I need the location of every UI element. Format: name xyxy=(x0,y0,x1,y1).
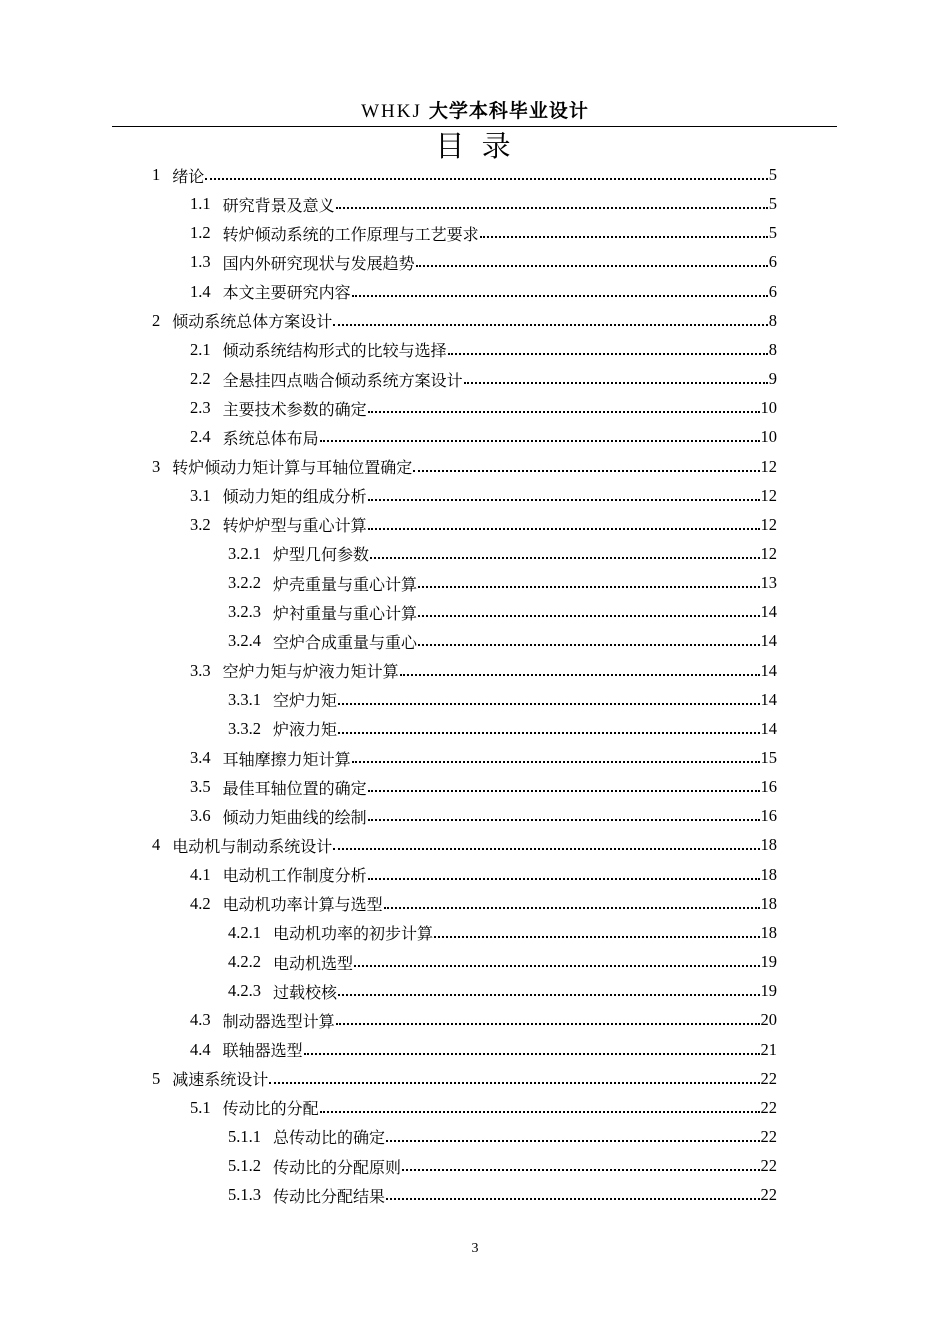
toc-entry[interactable] xyxy=(190,1094,777,1122)
toc-entry-page: 14 xyxy=(760,689,777,709)
dot-leader xyxy=(320,440,760,442)
toc-entry-title: 电动机工作制度分析 xyxy=(222,866,367,886)
toc-entry-number: 4 xyxy=(152,835,161,855)
dot-leader xyxy=(386,1198,759,1200)
toc-entry-title: 炉液力矩 xyxy=(273,720,338,740)
toc-entry-title: 倾动力矩曲线的绘制 xyxy=(222,807,367,827)
toc-entry[interactable] xyxy=(190,861,777,889)
toc-entry-title: 电动机与制动系统设计 xyxy=(172,836,333,856)
dot-leader xyxy=(418,586,759,588)
toc-entry-page: 12 xyxy=(760,485,777,505)
dot-leader xyxy=(368,528,760,530)
toc-entry[interactable] xyxy=(190,773,777,801)
toc-entry[interactable] xyxy=(228,540,777,568)
dot-leader xyxy=(400,674,760,676)
toc-entry-page: 19 xyxy=(760,981,777,1001)
toc-entry-number: 1.2 xyxy=(190,223,211,243)
dot-leader xyxy=(386,1140,759,1142)
toc-entry-title: 制动器选型计算 xyxy=(222,1011,335,1031)
toc-entry-title: 转炉炉型与重心计算 xyxy=(222,516,367,536)
toc-entry-title: 传动比的分配原则 xyxy=(273,1157,402,1177)
toc-entry-title: 转炉倾动系统的工作原理与工艺要求 xyxy=(222,224,479,244)
toc-entry-title: 本文主要研究内容 xyxy=(222,283,351,303)
toc-entry-page: 18 xyxy=(760,893,777,913)
toc-entry[interactable] xyxy=(190,1036,777,1064)
toc-entry-page: 10 xyxy=(760,398,777,418)
dot-leader xyxy=(304,1053,760,1055)
toc-entry-number: 4.2.1 xyxy=(228,922,261,942)
dot-leader xyxy=(370,557,759,559)
toc-entry-number: 4.2 xyxy=(190,893,211,913)
toc-entry-title: 国内外研究现状与发展趋势 xyxy=(222,253,415,273)
toc-entry-number: 5.1.2 xyxy=(228,1156,261,1176)
toc-entry-number: 5.1.1 xyxy=(228,1126,261,1146)
dot-leader xyxy=(480,236,768,238)
dot-leader xyxy=(368,819,760,821)
toc-entry-number: 3.4 xyxy=(190,748,211,767)
toc-entry-title: 倾动力矩的组成分析 xyxy=(222,487,367,507)
toc-entry[interactable] xyxy=(152,161,777,189)
toc-entry[interactable] xyxy=(228,569,777,597)
dot-leader xyxy=(269,1082,759,1084)
toc-entry-number: 3.2.2 xyxy=(228,573,261,593)
toc-entry-number: 3.2.3 xyxy=(228,602,261,622)
toc-entry-number: 1.4 xyxy=(190,281,211,301)
toc-title: 目 录 xyxy=(435,129,515,163)
toc-entry-title: 空炉力矩 xyxy=(273,691,338,711)
toc-entry-title: 倾动系统总体方案设计 xyxy=(172,312,333,332)
toc-entry[interactable] xyxy=(228,1123,777,1151)
toc-entry[interactable] xyxy=(228,1181,777,1209)
toc-entry-page: 14 xyxy=(760,718,777,738)
page-header xyxy=(0,96,950,123)
dot-leader xyxy=(336,1023,760,1025)
toc-entry[interactable] xyxy=(190,394,777,422)
toc-entry-page: 14 xyxy=(760,631,777,651)
toc-entry-page: 20 xyxy=(760,1010,777,1030)
toc-entry-page: 8 xyxy=(768,310,777,330)
toc-entry-page: 10 xyxy=(760,427,777,447)
toc-entry-number: 3.2 xyxy=(190,514,211,534)
toc-entry-number: 4.4 xyxy=(190,1039,211,1059)
toc-entry[interactable] xyxy=(190,219,777,247)
toc-entry-number: 3.2.4 xyxy=(228,631,261,651)
toc-entry-page: 22 xyxy=(760,1097,777,1117)
toc-entry-number: 3.3.1 xyxy=(228,689,261,709)
toc-entry[interactable] xyxy=(190,1006,777,1034)
toc-entry[interactable] xyxy=(190,657,777,685)
toc-entry-number: 1.1 xyxy=(190,194,211,214)
dot-leader xyxy=(384,907,760,909)
header-latin: WHKJ xyxy=(361,101,422,122)
toc-entry-page: 22 xyxy=(760,1156,777,1176)
toc-entry-page: 18 xyxy=(760,922,777,942)
toc-entry[interactable] xyxy=(190,890,777,918)
toc-entry-title: 减速系统设计 xyxy=(172,1070,269,1090)
toc-entry[interactable] xyxy=(228,977,777,1005)
dot-leader xyxy=(413,470,759,472)
toc-entry-page: 16 xyxy=(760,777,777,797)
toc-entry[interactable] xyxy=(228,948,777,976)
toc-entry-page: 22 xyxy=(760,1068,777,1088)
toc-entry[interactable] xyxy=(190,336,777,364)
dot-leader xyxy=(448,353,768,355)
toc-entry-number: 4.2.2 xyxy=(228,952,261,972)
toc-entry[interactable] xyxy=(190,802,777,830)
dot-leader xyxy=(418,644,759,646)
toc-entry-title: 转炉倾动力矩计算与耳轴位置确定 xyxy=(172,458,413,477)
toc-entry[interactable] xyxy=(190,248,777,276)
toc-entry-page: 5 xyxy=(768,194,777,214)
toc-entry-page: 14 xyxy=(760,602,777,622)
toc-entry-page: 5 xyxy=(768,165,777,184)
toc-entry-number: 3 xyxy=(152,456,161,476)
page-number: 3 xyxy=(471,1241,479,1256)
toc-entry-title: 电动机选型 xyxy=(273,953,354,973)
toc-entry-number: 4.1 xyxy=(190,864,211,884)
dot-leader xyxy=(354,965,759,967)
toc-entry-page: 12 xyxy=(760,456,777,476)
toc-entry[interactable] xyxy=(152,831,777,859)
toc-entry-title: 传动比分配结果 xyxy=(273,1186,386,1206)
toc-entry-number: 1.3 xyxy=(190,252,211,272)
toc-entry[interactable] xyxy=(228,627,777,655)
toc-entry[interactable] xyxy=(152,453,777,481)
dot-leader xyxy=(338,994,759,996)
toc-entry[interactable] xyxy=(228,598,777,626)
toc-entry-page: 16 xyxy=(760,806,777,826)
toc-entry[interactable] xyxy=(228,1152,777,1180)
dot-leader xyxy=(320,1111,760,1113)
toc-entry-page: 18 xyxy=(760,835,777,855)
toc-entry-number: 2.3 xyxy=(190,398,211,418)
toc-entry-page: 19 xyxy=(760,952,777,972)
toc-entry-title: 绪论 xyxy=(172,166,205,186)
toc-entry-title: 联轴器选型 xyxy=(222,1041,303,1060)
toc-entry[interactable] xyxy=(190,511,777,539)
dot-leader xyxy=(368,499,760,501)
toc-entry-page: 22 xyxy=(760,1185,777,1205)
dot-leader xyxy=(338,732,759,734)
toc-entry-number: 1 xyxy=(152,165,161,184)
toc-entry-number: 3.5 xyxy=(190,777,211,797)
toc-entry-title: 电动机功率计算与选型 xyxy=(222,895,383,915)
toc-entry-number: 3.6 xyxy=(190,806,211,826)
toc-entry[interactable] xyxy=(228,715,777,743)
toc-entry[interactable] xyxy=(190,482,777,510)
toc-entry-page: 9 xyxy=(768,369,777,389)
dot-leader xyxy=(338,703,759,705)
toc-entry-title: 空炉合成重量与重心 xyxy=(273,632,418,652)
toc-entry-page: 14 xyxy=(760,660,777,680)
dot-leader xyxy=(333,848,759,850)
toc-entry-title: 系统总体布局 xyxy=(222,428,319,448)
toc-entry-number: 4.3 xyxy=(190,1010,211,1030)
toc-entry[interactable] xyxy=(190,365,777,393)
dot-leader xyxy=(352,761,760,763)
toc-entry-page: 12 xyxy=(760,543,777,563)
toc-entry-title: 耳轴摩擦力矩计算 xyxy=(222,749,351,769)
toc-entry-title: 炉型几何参数 xyxy=(273,545,370,565)
dot-leader xyxy=(336,207,768,209)
toc-entry-number: 3.3 xyxy=(190,660,211,680)
toc-entry-number: 2.4 xyxy=(190,427,211,447)
dot-leader xyxy=(402,1169,759,1171)
toc-entry-page: 6 xyxy=(768,281,777,301)
toc-entry-number: 4.2.3 xyxy=(228,981,261,1001)
toc-entry-number: 3.1 xyxy=(190,485,211,505)
toc-entry-title: 总传动比的确定 xyxy=(273,1128,386,1148)
dot-leader xyxy=(368,411,760,413)
toc-entry-title: 最佳耳轴位置的确定 xyxy=(222,778,367,798)
dot-leader xyxy=(333,324,767,326)
toc-entry-title: 过载校核 xyxy=(273,982,338,1002)
toc-entry-page: 5 xyxy=(768,223,777,243)
toc-entry[interactable] xyxy=(152,307,777,335)
toc-entry-number: 3.2.1 xyxy=(228,543,261,563)
toc-entry-number: 2.1 xyxy=(190,339,211,359)
dot-leader xyxy=(434,936,759,938)
toc-entry-title: 炉壳重量与重心计算 xyxy=(273,574,418,594)
toc-entry-number: 5.1 xyxy=(190,1097,211,1117)
toc-entry-title: 空炉力矩与炉液力矩计算 xyxy=(222,662,399,682)
dot-leader xyxy=(205,178,767,180)
toc-entry-page: 22 xyxy=(760,1126,777,1146)
toc-entry-number: 2.2 xyxy=(190,369,211,389)
toc-entry[interactable] xyxy=(228,919,777,947)
toc-entry[interactable] xyxy=(190,278,777,306)
dot-leader xyxy=(368,878,760,880)
header-title: 大学本科毕业设计 xyxy=(428,100,589,122)
toc-entry-number: 3.3.2 xyxy=(228,718,261,738)
toc-entry[interactable] xyxy=(190,190,777,218)
toc-entry-title: 主要技术参数的确定 xyxy=(222,399,367,419)
toc-entry-title: 电动机功率的初步计算 xyxy=(273,924,434,944)
toc-entry-page: 8 xyxy=(768,339,777,359)
toc-entry[interactable] xyxy=(190,423,777,451)
toc-entry-title: 传动比的分配 xyxy=(222,1099,319,1119)
toc-entry[interactable] xyxy=(228,686,777,714)
dot-leader xyxy=(418,615,759,617)
dot-leader xyxy=(416,265,768,267)
toc-entry-page: 21 xyxy=(760,1039,777,1059)
toc-entry-page: 6 xyxy=(768,252,777,272)
dot-leader xyxy=(352,295,768,297)
dot-leader xyxy=(464,382,768,384)
toc-entry-title: 全悬挂四点啮合倾动系统方案设计 xyxy=(222,370,463,390)
toc-entry-number: 5 xyxy=(152,1068,161,1088)
toc-entry-page: 15 xyxy=(760,748,777,767)
toc-entry[interactable] xyxy=(190,744,777,772)
toc-entry-page: 18 xyxy=(760,864,777,884)
toc-entry-title: 研究背景及意义 xyxy=(222,195,335,215)
toc-entry-title: 炉衬重量与重心计算 xyxy=(273,603,418,623)
toc-entry-page: 12 xyxy=(760,514,777,534)
toc-entry[interactable] xyxy=(152,1065,777,1093)
dot-leader xyxy=(368,790,760,792)
toc-entry-title: 倾动系统结构形式的比较与选择 xyxy=(222,341,447,361)
toc-entry-page: 13 xyxy=(760,573,777,593)
toc-entry-number: 2 xyxy=(152,310,161,330)
toc-entry-number: 5.1.3 xyxy=(228,1185,261,1205)
